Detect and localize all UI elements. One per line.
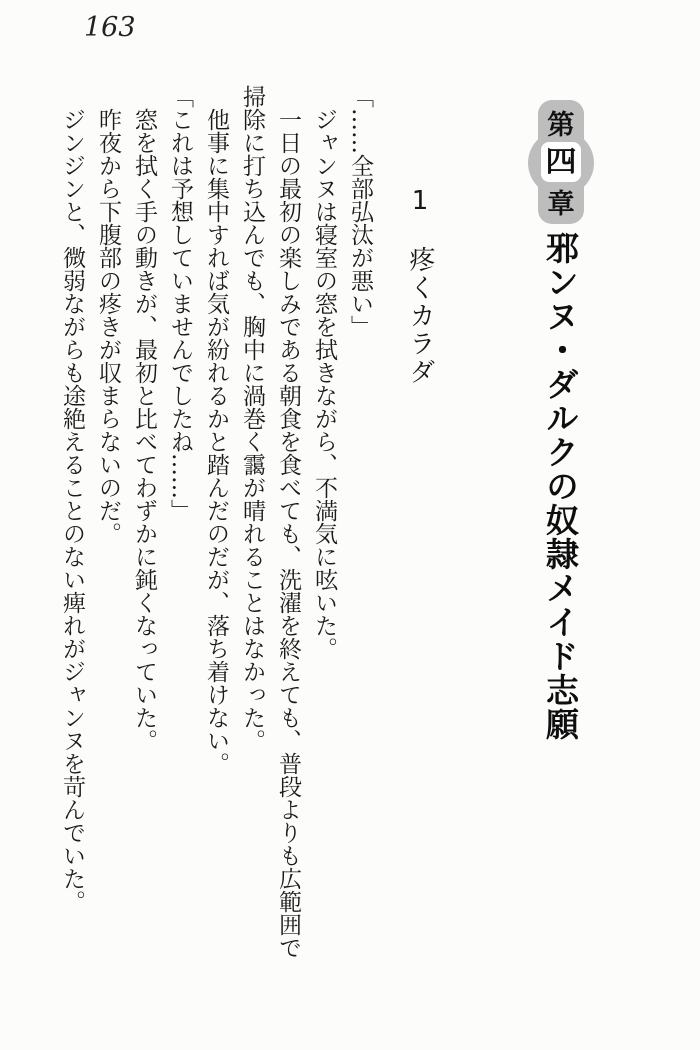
body-paragraph: 「……全部弘汰が悪い」 [347, 85, 373, 338]
chapter-title: 邪ンヌ・ダルクの奴隷メイド志願 [541, 231, 580, 741]
chapter-badge-suffix: 章 [547, 189, 575, 220]
body-text [54, 85, 378, 965]
body-paragraph: 昨夜から下腹部の疼きが収まらないのだ。 [95, 108, 121, 545]
body-paragraph: 「これは予想していませんでしたね……」 [167, 85, 193, 522]
body-paragraph: 一日の最初の楽しみである朝食を食べても、洗濯を終えても、普段よりも広範囲で掃除に打ち込んでも、胸中に渦巻く靄が晴れることはなかった。 [239, 85, 301, 959]
chapter-badge-prefix: 第 [547, 110, 575, 141]
page-number: 163 [84, 12, 136, 43]
body-paragraph: ジャンヌは寝室の窓を拭きながら、不満気に呟いた。 [311, 108, 337, 660]
chapter-number: 四 [545, 144, 577, 180]
section-heading: 1 疼くカラダ [405, 186, 435, 386]
chapter-number-badge [538, 100, 584, 224]
body-paragraph: ジンジンと、微弱ながらも途絶えることのない痺れがジャンヌを苛んでいた。 [59, 108, 85, 913]
body-paragraph: 窓を拭く手の動きが、最初と比べてわずかに鈍くなっていた。 [131, 108, 157, 752]
body-paragraph: 他事に集中すれば気が紛れるかと踏んだのだが、落ち着けない。 [203, 108, 229, 775]
